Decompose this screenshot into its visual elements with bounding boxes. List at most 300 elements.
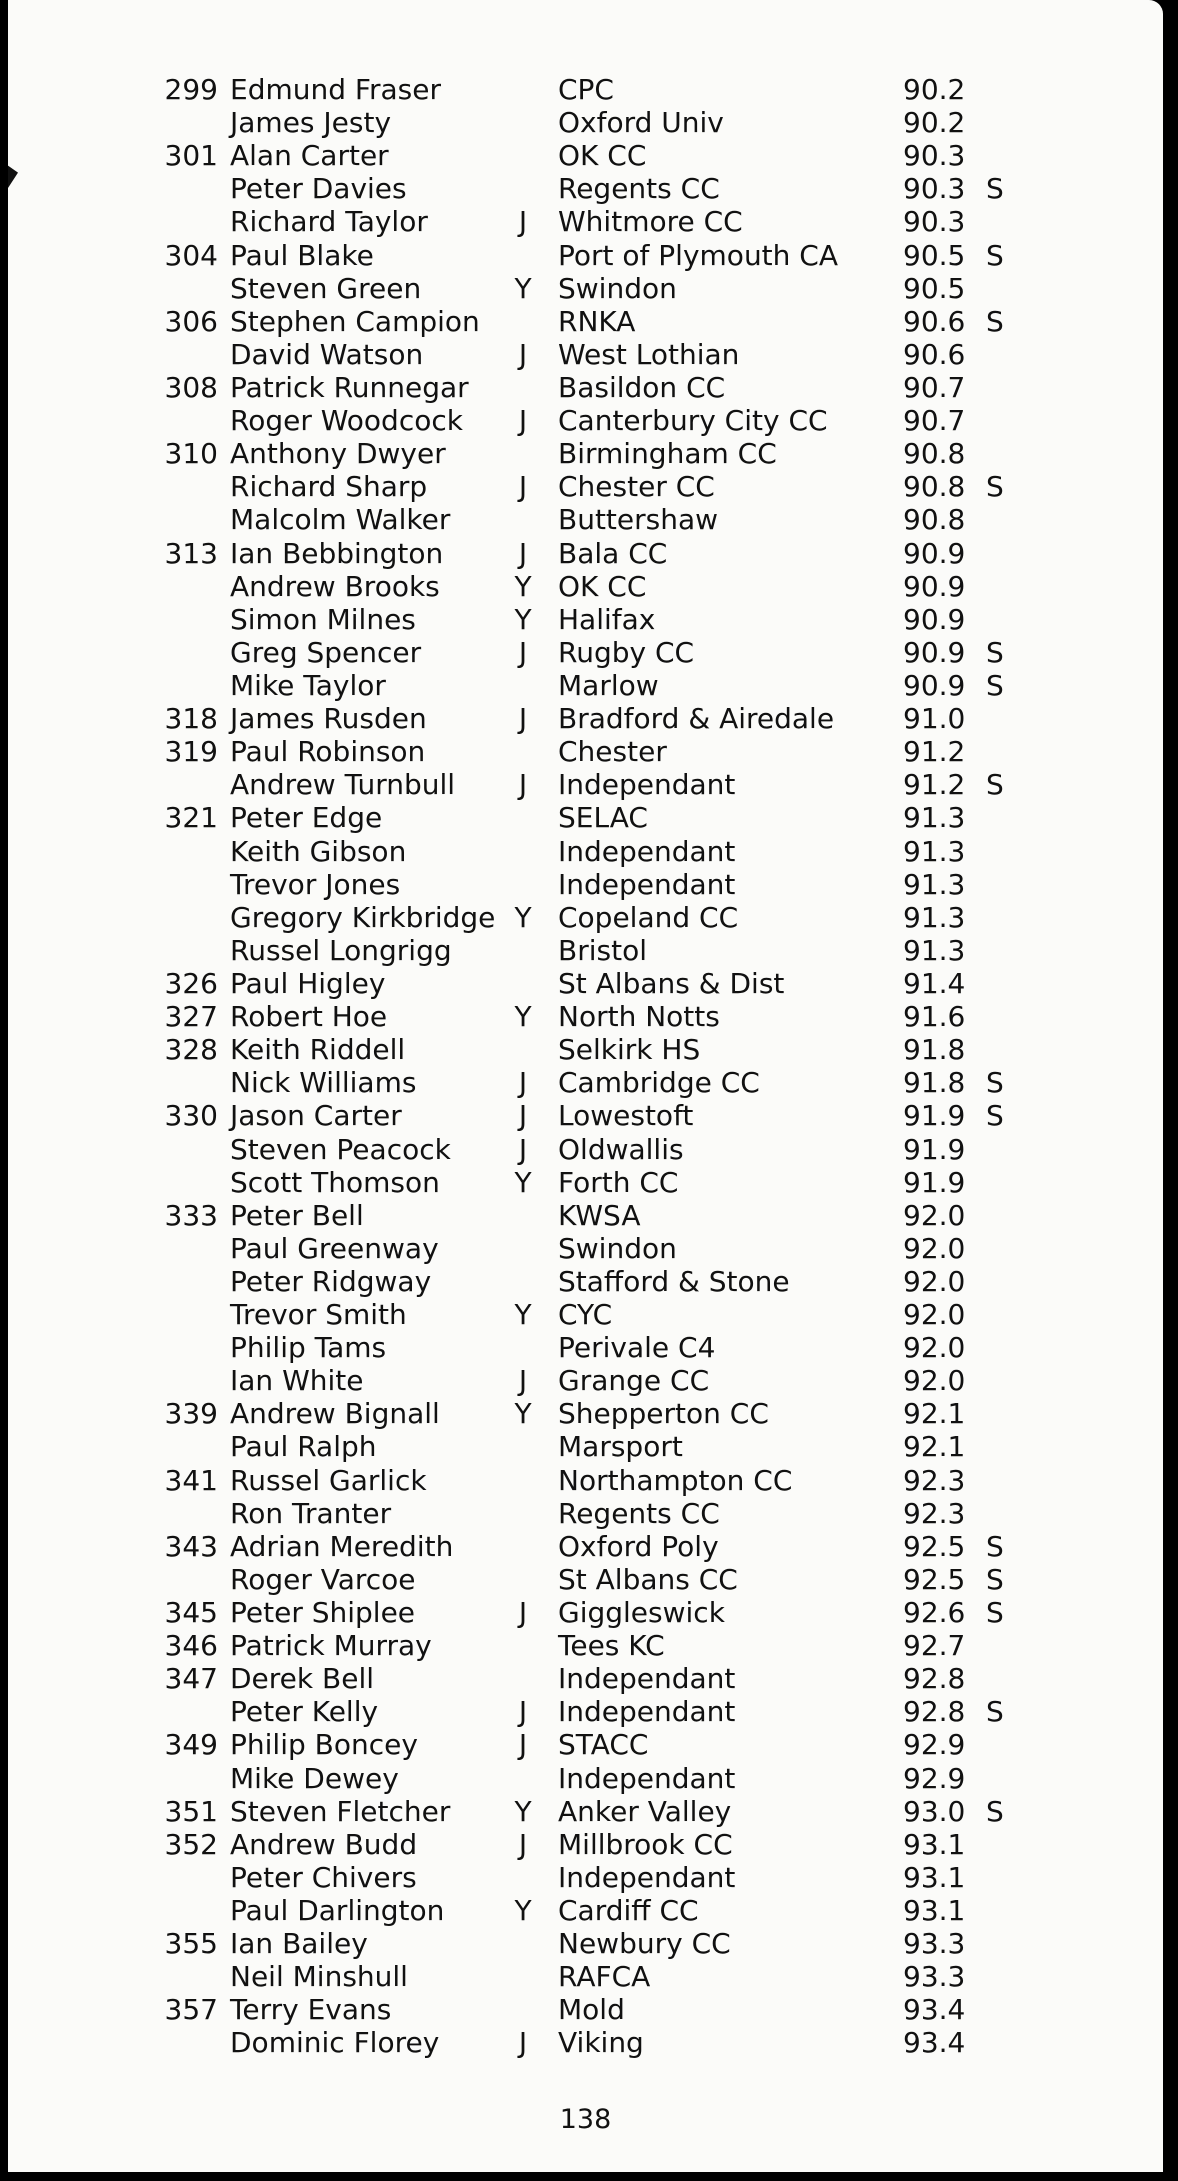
club-name: Anker Valley [558,1794,732,1828]
competitor-name: Adrian Meredith [230,1529,454,1563]
club-name: SELAC [558,801,648,835]
position-cell: 333 [164,1198,218,1232]
competitor-name: Nick Williams [230,1066,417,1100]
result-row [8,1430,1163,1463]
category-cell: J [518,404,528,438]
category-cell: J [518,205,528,239]
time-cell: 93.4 [903,1993,966,2027]
time-cell: 90.5 [903,238,966,272]
results-page [8,0,1163,2172]
page-number: 138 [559,2104,612,2135]
flag-cell: S [986,1562,1004,1596]
result-row [8,1066,1163,1099]
time-cell: 93.4 [903,2026,966,2060]
category-cell: J [518,1099,528,1133]
position-cell: 345 [164,1596,218,1630]
time-cell: 92.8 [903,1695,966,1729]
result-row [8,338,1163,371]
flag-cell: S [986,1596,1004,1630]
time-cell: 90.8 [903,470,966,504]
time-cell: 91.3 [903,801,966,835]
flag-cell: S [986,1099,1004,1133]
competitor-name: Edmund Fraser [230,73,441,106]
result-row [8,106,1163,139]
time-cell: 91.3 [903,900,966,934]
result-row [8,537,1163,570]
result-row [8,1232,1163,1265]
club-name: STACC [558,1728,649,1762]
time-cell: 92.0 [903,1198,966,1232]
club-name: CPC [558,73,614,106]
time-cell: 91.2 [903,735,966,769]
time-cell: 91.9 [903,1165,966,1199]
result-row [8,967,1163,1000]
result-row [8,1464,1163,1497]
time-cell: 90.9 [903,602,966,636]
category-cell: J [518,702,528,736]
result-row [8,801,1163,834]
flag-cell: S [986,172,1004,206]
time-cell: 90.7 [903,370,966,404]
competitor-name: Paul Ralph [230,1430,377,1464]
club-name: Stafford & Stone [558,1264,790,1298]
position-cell: 355 [164,1927,218,1961]
category-cell: Y [514,602,532,636]
category-cell: Y [514,1894,532,1928]
time-cell: 90.9 [903,536,966,570]
competitor-name: Ian Bailey [230,1927,368,1961]
result-row [8,1364,1163,1397]
time-cell: 91.6 [903,1000,966,1034]
result-row [8,1099,1163,1132]
result-row [8,1199,1163,1232]
result-row [8,1662,1163,1695]
result-row [8,1530,1163,1563]
time-cell: 90.9 [903,569,966,603]
category-cell: J [518,337,528,371]
category-cell: Y [514,271,532,305]
competitor-name: Stephen Campion [230,304,480,338]
competitor-name: Philip Boncey [230,1728,418,1762]
category-cell: J [518,1132,528,1166]
competitor-name: Trevor Smith [230,1298,407,1332]
club-name: Chester [558,735,667,769]
flag-cell: S [986,1794,1004,1828]
competitor-name: David Watson [230,337,424,371]
result-row [8,934,1163,967]
position-cell: 349 [164,1728,218,1762]
competitor-name: Mike Taylor [230,668,386,702]
competitor-name: Steven Fletcher [230,1794,451,1828]
club-name: Halifax [558,602,656,636]
club-name: Copeland CC [558,900,739,934]
result-row [8,1828,1163,1861]
result-row [8,901,1163,934]
club-name: Independant [558,867,736,901]
competitor-name: Greg Spencer [230,635,422,669]
time-cell: 90.3 [903,205,966,239]
flag-cell: S [986,635,1004,669]
competitor-name: Russel Garlick [230,1463,427,1497]
club-name: Oldwallis [558,1132,684,1166]
time-cell: 93.0 [903,1794,966,1828]
club-name: Regents CC [558,172,720,206]
competitor-name: Patrick Murray [230,1629,432,1663]
category-cell: Y [514,1397,532,1431]
result-row [8,172,1163,205]
time-cell: 92.5 [903,1562,966,1596]
competitor-name: Steven Peacock [230,1132,451,1166]
position-cell: 327 [164,1000,218,1034]
flag-cell: S [986,1529,1004,1563]
time-cell: 92.0 [903,1364,966,1398]
competitor-name: Jason Carter [230,1099,402,1133]
competitor-name: Peter Ridgway [230,1264,432,1298]
competitor-name: Paul Blake [230,238,374,272]
result-row [8,1397,1163,1430]
club-name: Cambridge CC [558,1066,760,1100]
result-row [8,272,1163,305]
time-cell: 92.9 [903,1728,966,1762]
result-row [8,73,1163,106]
result-row [8,305,1163,338]
club-name: Independant [558,834,736,868]
position-cell: 339 [164,1397,218,1431]
result-row [8,1629,1163,1662]
time-cell: 91.9 [903,1132,966,1166]
club-name: West Lothian [558,337,740,371]
competitor-name: Malcolm Walker [230,503,451,537]
result-row [8,1993,1163,2026]
club-name: Birmingham CC [558,437,777,471]
club-name: Rugby CC [558,635,695,669]
position-cell: 346 [164,1629,218,1663]
position-cell: 326 [164,966,218,1000]
result-row [8,1795,1163,1828]
time-cell: 91.3 [903,834,966,868]
flag-cell: S [986,768,1004,802]
position-cell: 347 [164,1662,218,1696]
competitor-name: Ian Bebbington [230,536,444,570]
competitor-name: Andrew Bignall [230,1397,440,1431]
result-row [8,1563,1163,1596]
result-row [8,835,1163,868]
result-row [8,1166,1163,1199]
time-cell: 90.3 [903,172,966,206]
club-name: Oxford Poly [558,1529,719,1563]
time-cell: 93.1 [903,1894,966,1928]
club-name: RNKA [558,304,636,338]
time-cell: 90.7 [903,404,966,438]
position-cell: 318 [164,702,218,736]
club-name: Northampton CC [558,1463,793,1497]
time-cell: 91.3 [903,867,966,901]
competitor-name: Keith Riddell [230,1033,406,1067]
result-row [8,1695,1163,1728]
competitor-name: Andrew Brooks [230,569,440,603]
position-cell: 341 [164,1463,218,1497]
club-name: Selkirk HS [558,1033,701,1067]
time-cell: 90.6 [903,337,966,371]
competitor-name: Mike Dewey [230,1761,399,1795]
competitor-name: Peter Edge [230,801,383,835]
competitor-name: Andrew Budd [230,1827,418,1861]
result-row [8,1762,1163,1795]
competitor-name: Keith Gibson [230,834,407,868]
competitor-name: Paul Higley [230,966,386,1000]
flag-cell: S [986,1066,1004,1100]
category-cell: Y [514,1165,532,1199]
club-name: Mold [558,1993,625,2027]
club-name: Independant [558,768,736,802]
club-name: Bradford & Airedale [558,702,835,736]
time-cell: 92.3 [903,1463,966,1497]
flag-cell: S [986,304,1004,338]
club-name: Independant [558,1695,736,1729]
time-cell: 91.0 [903,702,966,736]
club-name: Cardiff CC [558,1894,699,1928]
category-cell: J [518,768,528,802]
result-row [8,603,1163,636]
position-cell: 351 [164,1794,218,1828]
position-cell: 343 [164,1529,218,1563]
club-name: North Notts [558,1000,720,1034]
flag-cell: S [986,1695,1004,1729]
club-name: Millbrook CC [558,1827,733,1861]
position-cell: 321 [164,801,218,835]
category-cell: Y [514,1000,532,1034]
competitor-name: Terry Evans [230,1993,392,2027]
time-cell: 92.0 [903,1264,966,1298]
competitor-name: Peter Shiplee [230,1596,416,1630]
club-name: Bala CC [558,536,668,570]
club-name: Whitmore CC [558,205,743,239]
time-cell: 91.8 [903,1066,966,1100]
competitor-name: Roger Woodcock [230,404,463,438]
category-cell: J [518,536,528,570]
time-cell: 93.3 [903,1960,966,1994]
club-name: KWSA [558,1198,641,1232]
flag-cell: S [986,668,1004,702]
competitor-name: Alan Carter [230,139,389,173]
time-cell: 92.0 [903,1331,966,1365]
position-cell: 306 [164,304,218,338]
competitor-name: Paul Darlington [230,1894,445,1928]
time-cell: 93.1 [903,1827,966,1861]
time-cell: 92.1 [903,1397,966,1431]
result-row [8,1133,1163,1166]
time-cell: 91.4 [903,966,966,1000]
competitor-name: Trevor Jones [230,867,401,901]
position-cell: 328 [164,1033,218,1067]
time-cell: 90.8 [903,437,966,471]
result-row [8,1033,1163,1066]
position-cell: 313 [164,536,218,570]
time-cell: 92.8 [903,1662,966,1696]
club-name: Buttershaw [558,503,719,537]
category-cell: Y [514,569,532,603]
time-cell: 92.0 [903,1298,966,1332]
result-row [8,1596,1163,1629]
club-name: Swindon [558,1231,677,1265]
competitor-name: Peter Chivers [230,1860,417,1894]
time-cell: 92.6 [903,1596,966,1630]
category-cell: Y [514,900,532,934]
time-cell: 90.2 [903,106,966,140]
result-row [8,2026,1163,2059]
club-name: Independant [558,1662,736,1696]
result-row [8,503,1163,536]
category-cell: J [518,1596,528,1630]
club-name: St Albans & Dist [558,966,785,1000]
position-cell: 301 [164,139,218,173]
result-row [8,570,1163,603]
club-name: Lowestoft [558,1099,694,1133]
flag-cell: S [986,238,1004,272]
competitor-name: James Jesty [230,106,392,140]
position-cell: 319 [164,735,218,769]
result-row [8,702,1163,735]
position-cell: 299 [164,73,218,106]
flag-cell: S [986,470,1004,504]
category-cell: J [518,1827,528,1861]
time-cell: 90.5 [903,271,966,305]
club-name: Viking [558,2026,644,2060]
result-row [8,1927,1163,1960]
competitor-name: Steven Green [230,271,422,305]
competitor-name: Philip Tams [230,1331,387,1365]
result-row [8,404,1163,437]
competitor-name: Patrick Runnegar [230,370,469,404]
time-cell: 90.6 [903,304,966,338]
result-row [8,735,1163,768]
club-name: OK CC [558,569,647,603]
club-name: Bristol [558,933,647,967]
competitor-name: Peter Bell [230,1198,364,1232]
position-cell: 308 [164,370,218,404]
position-cell: 352 [164,1827,218,1861]
club-name: OK CC [558,139,647,173]
competitor-name: Ron Tranter [230,1496,392,1530]
category-cell: Y [514,1298,532,1332]
club-name: CYC [558,1298,613,1332]
position-cell: 330 [164,1099,218,1133]
time-cell: 91.9 [903,1099,966,1133]
club-name: Regents CC [558,1496,720,1530]
club-name: Perivale C4 [558,1331,716,1365]
result-row [8,1298,1163,1331]
category-cell: J [518,635,528,669]
result-row [8,768,1163,801]
competitor-name: Richard Taylor [230,205,428,239]
competitor-name: Russel Longrigg [230,933,452,967]
time-cell: 93.1 [903,1860,966,1894]
position-cell: 357 [164,1993,218,2027]
results-list [8,73,1163,2060]
competitor-name: Peter Davies [230,172,407,206]
club-name: Newbury CC [558,1927,731,1961]
result-row [8,1861,1163,1894]
result-row [8,1728,1163,1761]
competitor-name: Ian White [230,1364,364,1398]
time-cell: 90.8 [903,503,966,537]
club-name: Swindon [558,271,677,305]
result-row [8,1331,1163,1364]
club-name: Grange CC [558,1364,710,1398]
category-cell: J [518,470,528,504]
competitor-name: Roger Varcoe [230,1562,416,1596]
club-name: Port of Plymouth CA [558,238,839,272]
competitor-name: Dominic Florey [230,2026,440,2060]
result-row [8,205,1163,238]
category-cell: J [518,2026,528,2060]
time-cell: 91.2 [903,768,966,802]
time-cell: 90.9 [903,635,966,669]
time-cell: 90.3 [903,139,966,173]
result-row [8,636,1163,669]
competitor-name: Andrew Turnbull [230,768,456,802]
club-name: Independant [558,1761,736,1795]
competitor-name: Neil Minshull [230,1960,408,1994]
competitor-name: Derek Bell [230,1662,375,1696]
competitor-name: Richard Sharp [230,470,428,504]
result-row [8,669,1163,702]
time-cell: 92.5 [903,1529,966,1563]
time-cell: 92.3 [903,1496,966,1530]
club-name: Forth CC [558,1165,679,1199]
competitor-name: Robert Hoe [230,1000,388,1034]
time-cell: 93.3 [903,1927,966,1961]
time-cell: 92.1 [903,1430,966,1464]
time-cell: 92.0 [903,1231,966,1265]
result-row [8,470,1163,503]
result-row [8,1265,1163,1298]
time-cell: 91.8 [903,1033,966,1067]
competitor-name: Peter Kelly [230,1695,379,1729]
club-name: Marlow [558,668,659,702]
result-row [8,239,1163,272]
club-name: RAFCA [558,1960,651,1994]
club-name: Oxford Univ [558,106,724,140]
category-cell: J [518,1728,528,1762]
position-cell: 304 [164,238,218,272]
competitor-name: Gregory Kirkbridge [230,900,496,934]
competitor-name: James Rusden [230,702,427,736]
category-cell: J [518,1066,528,1100]
club-name: Marsport [558,1430,683,1464]
club-name: Independant [558,1860,736,1894]
result-row [8,1960,1163,1993]
result-row [8,437,1163,470]
time-cell: 91.3 [903,933,966,967]
result-row [8,1497,1163,1530]
category-cell: J [518,1364,528,1398]
time-cell: 90.2 [903,73,966,106]
club-name: Chester CC [558,470,715,504]
result-row [8,371,1163,404]
club-name: Basildon CC [558,370,726,404]
result-row [8,1000,1163,1033]
competitor-name: Paul Greenway [230,1231,439,1265]
category-cell: J [518,1695,528,1729]
result-row [8,868,1163,901]
club-name: Canterbury City CC [558,404,828,438]
competitor-name: Anthony Dwyer [230,437,446,471]
category-cell: Y [514,1794,532,1828]
competitor-name: Simon Milnes [230,602,416,636]
club-name: Giggleswick [558,1596,725,1630]
result-row [8,139,1163,172]
